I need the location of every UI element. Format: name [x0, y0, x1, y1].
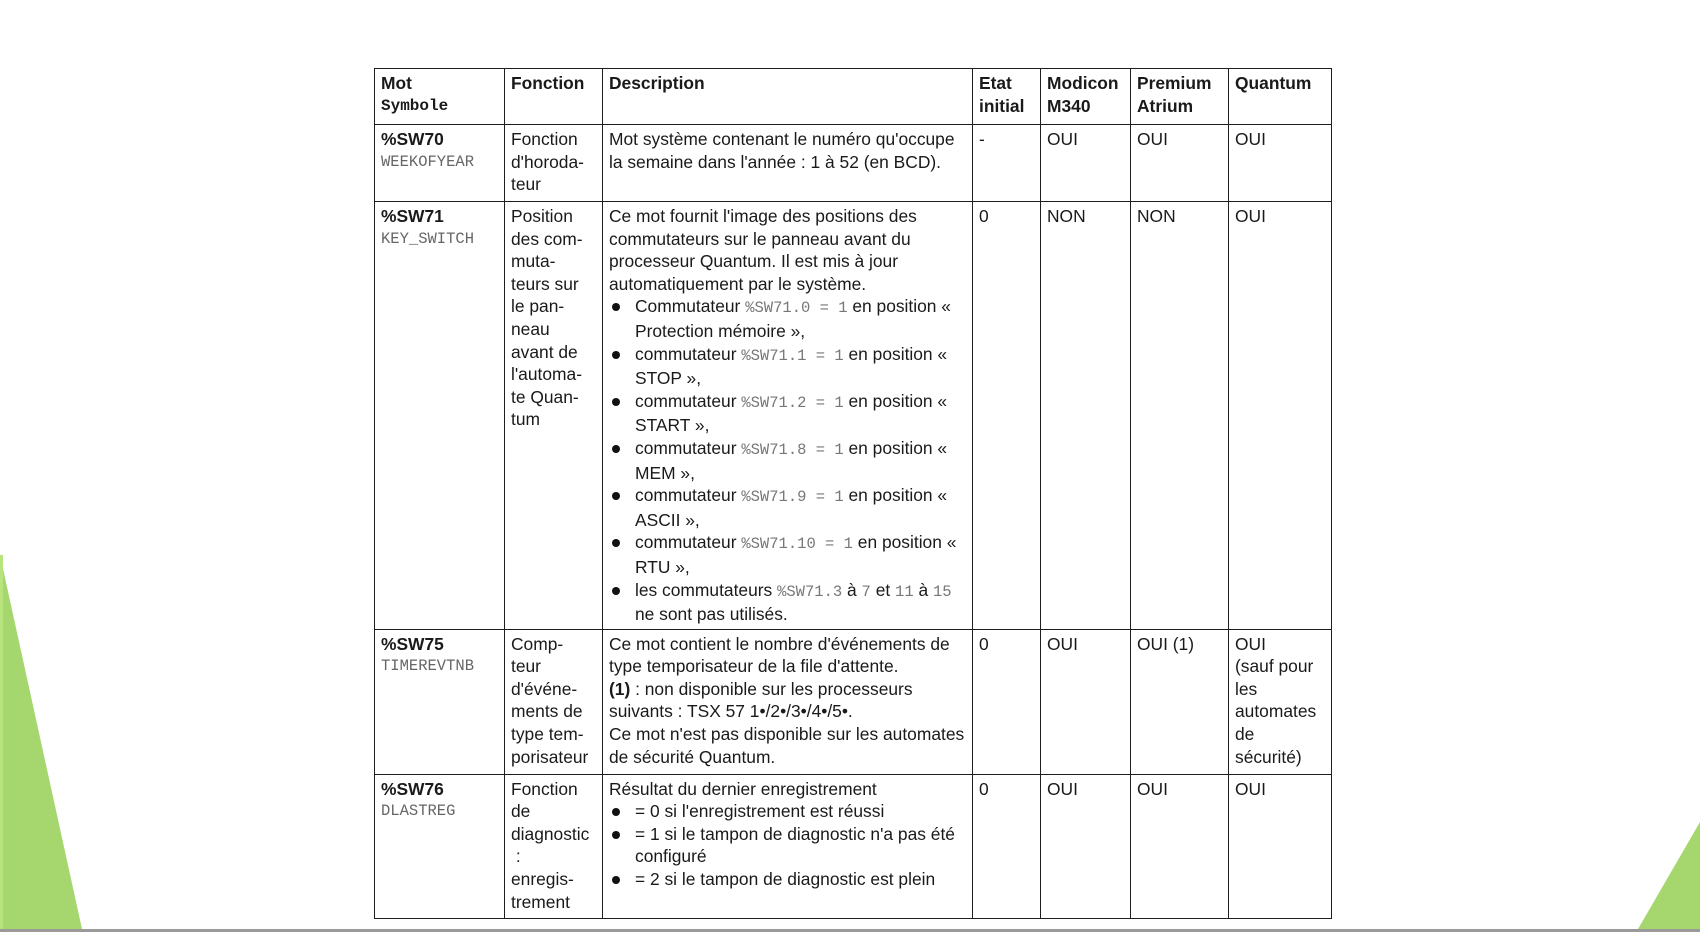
- cell-fonction: [505, 774, 603, 918]
- word-symbol: WEEKOFYEAR: [381, 152, 475, 171]
- header-quantum: Quantum: [1229, 69, 1332, 125]
- bullet-text: en position « Protection mémoire »,: [635, 296, 951, 341]
- header-premium-line1: Premium: [1137, 73, 1212, 93]
- word-address: %SW76: [381, 778, 444, 799]
- cell-quantum: OUI: [1229, 125, 1332, 202]
- bullet-list: [609, 295, 966, 625]
- cell-mot: [375, 629, 505, 774]
- table-row-sw76: [375, 774, 1332, 918]
- header-etat-line2: initial: [979, 95, 1025, 116]
- bullet-code: 7: [861, 582, 871, 601]
- bullet-item: = 1 si le tampon de diagnostic n'a pas été configuré: [609, 823, 966, 868]
- bullet-item: [609, 343, 966, 390]
- bullet-item: [609, 484, 966, 531]
- cell-description: [603, 774, 973, 918]
- bullet-text: en position « STOP »,: [635, 343, 948, 389]
- green-triangle-left: [0, 555, 82, 929]
- bullet-code: 11: [895, 582, 914, 601]
- function-line: neau: [511, 318, 550, 339]
- bullet-item: = 0 si l'enregistrement est réussi: [609, 800, 966, 823]
- quantum-line: automates: [1235, 701, 1317, 722]
- header-symbole: Symbole: [381, 96, 449, 115]
- cell-premium: OUI (1): [1131, 629, 1229, 774]
- bullet-code: %SW71.8 = 1: [741, 440, 844, 459]
- function-line: avant de: [511, 341, 578, 362]
- cell-m340: OUI: [1041, 629, 1131, 774]
- table-row-sw70: [375, 125, 1332, 202]
- header-m340-line1: Modicon: [1047, 73, 1119, 93]
- quantum-line: (sauf pour: [1235, 656, 1314, 677]
- description-text: Résultat du dernier enregistrement: [609, 778, 877, 799]
- bullet-item: = 2 si le tampon de diagnostic est plein: [609, 868, 966, 891]
- function-line: type tem-: [511, 724, 584, 745]
- bullet-text: et: [870, 579, 896, 600]
- cell-premium: OUI: [1131, 125, 1229, 202]
- header-m340-line2: M340: [1047, 95, 1091, 116]
- quantum-line: sécurité): [1235, 746, 1302, 767]
- bullet-text: en position « RTU »,: [635, 532, 957, 577]
- cell-description: [603, 202, 973, 630]
- header-modicon-m340: [1041, 69, 1131, 125]
- cell-etat-initial: -: [973, 125, 1041, 202]
- bullet-item: [609, 295, 966, 342]
- word-symbol: KEY_SWITCH: [381, 229, 475, 248]
- cell-quantum: [1229, 629, 1332, 774]
- cell-m340: OUI: [1041, 125, 1131, 202]
- cell-mot: [375, 202, 505, 630]
- cell-description: [603, 629, 973, 774]
- function-line: Position: [511, 206, 573, 226]
- bullet-item: [609, 390, 966, 437]
- cell-etat-initial: 0: [973, 774, 1041, 918]
- bullet-text: commutateur: [635, 437, 742, 458]
- bullet-item: [609, 437, 966, 484]
- function-line: d'événe-: [511, 678, 578, 699]
- function-line: tum: [511, 409, 540, 430]
- table-row-sw75: [375, 629, 1332, 774]
- word-symbol: DLASTREG: [381, 802, 456, 821]
- header-row: [375, 69, 1332, 125]
- bullet-text: en position « START »,: [635, 390, 948, 436]
- function-line: Fonction: [511, 129, 578, 149]
- description-note: [609, 678, 966, 723]
- header-etat-line1: Etat: [979, 73, 1012, 93]
- bullet-item: [609, 579, 966, 626]
- function-line: d'horoda-: [511, 151, 584, 172]
- bullet-code: %SW71.2 = 1: [741, 393, 844, 412]
- header-mot: Mot: [381, 73, 412, 93]
- header-premium-atrium: [1131, 69, 1229, 125]
- function-line: trement: [511, 891, 570, 912]
- function-line: Fonction: [511, 778, 578, 799]
- function-line: te Quan-: [511, 386, 579, 407]
- cell-fonction: [505, 629, 603, 774]
- function-line: porisateur: [511, 746, 589, 767]
- function-line: diagnostic: [511, 823, 590, 844]
- bullet-code: %SW71.1 = 1: [741, 346, 844, 365]
- bullet-code: 15: [932, 582, 952, 601]
- header-fonction: Fonction: [505, 69, 603, 125]
- cell-mot: [375, 774, 505, 918]
- header-mot-symbole: [375, 69, 505, 125]
- bullet-item: [609, 531, 966, 578]
- function-line: :: [511, 846, 521, 867]
- cell-m340: NON: [1041, 202, 1131, 630]
- system-words-table: [374, 68, 1332, 919]
- word-symbol: TIMEREVTNB: [381, 657, 475, 676]
- cell-fonction: [505, 202, 603, 630]
- bullet-text: à: [842, 579, 862, 600]
- quantum-line: OUI: [1235, 633, 1266, 654]
- function-line: des com-: [511, 228, 583, 249]
- bullet-text: commutateur: [635, 390, 742, 411]
- table-row-sw71: [375, 202, 1332, 630]
- bullet-text: commutateur: [635, 485, 742, 506]
- description-text: Ce mot fournit l'image des positions des commutateurs sur le panneau avant du processeur Quantum. Il est mis à jour automatiquement par le système.: [609, 206, 917, 294]
- header-description: Description: [603, 69, 973, 125]
- green-edge-strip-left: [0, 555, 3, 929]
- function-line: de: [511, 801, 531, 822]
- function-line: enregis-: [511, 869, 574, 890]
- quantum-line: les: [1235, 678, 1258, 699]
- function-line: teur: [511, 656, 541, 677]
- word-address: %SW75: [381, 633, 444, 654]
- function-line: ments de: [511, 701, 583, 722]
- bullet-code: %SW71.9 = 1: [741, 488, 844, 507]
- bullet-text: en position « ASCII »,: [635, 485, 948, 530]
- header-etat-initial: [973, 69, 1041, 125]
- description-text: Ce mot n'est pas disponible sur les automates de sécurité Quantum.: [609, 724, 965, 767]
- bullet-text: les commutateurs: [635, 579, 778, 600]
- word-address: %SW71: [381, 206, 444, 226]
- description-text: Ce mot contient le nombre d'événements de type temporisateur de la file d'attente.: [609, 633, 950, 677]
- cell-quantum: OUI: [1229, 774, 1332, 918]
- cell-description: Mot système contenant le numéro qu'occupe la semaine dans l'année : 1 à 52 (en BCD).: [603, 125, 973, 202]
- bullet-text: commutateur: [635, 343, 742, 364]
- function-line: teurs sur: [511, 273, 579, 294]
- bullet-text: en position « MEM »,: [635, 437, 948, 483]
- bullet-code: %SW71.0 = 1: [745, 299, 848, 318]
- word-address: %SW70: [381, 129, 444, 149]
- cell-premium: OUI: [1131, 774, 1229, 918]
- bullet-text: Commutateur: [635, 296, 746, 317]
- note-mark: (1): [609, 678, 631, 699]
- quantum-line: de: [1235, 724, 1255, 745]
- bullet-text: à: [913, 579, 933, 600]
- bullet-code: %SW71.10 = 1: [741, 535, 853, 554]
- cell-fonction: [505, 125, 603, 202]
- bullet-text: ne sont pas utilisés.: [635, 604, 788, 625]
- bullet-list: [609, 800, 966, 890]
- function-line: teur: [511, 174, 541, 195]
- cell-quantum: OUI: [1229, 202, 1332, 630]
- header-premium-line2: Atrium: [1137, 95, 1194, 116]
- cell-mot: [375, 125, 505, 202]
- cell-m340: OUI: [1041, 774, 1131, 918]
- cell-etat-initial: 0: [973, 202, 1041, 630]
- bullet-text: commutateur: [635, 532, 742, 553]
- bullet-code: %SW71.3: [777, 582, 843, 601]
- function-line: le pan-: [511, 296, 565, 317]
- cell-etat-initial: 0: [973, 629, 1041, 774]
- cell-premium: NON: [1131, 202, 1229, 630]
- function-line: l'automa-: [511, 364, 582, 385]
- note-text: : non disponible sur les processeurs suivants : TSX 57 1•/2•/3•/4•/5•.: [609, 678, 913, 722]
- function-line: muta-: [511, 251, 556, 272]
- green-triangle-right: [1638, 822, 1700, 929]
- function-line: Comp-: [511, 633, 564, 654]
